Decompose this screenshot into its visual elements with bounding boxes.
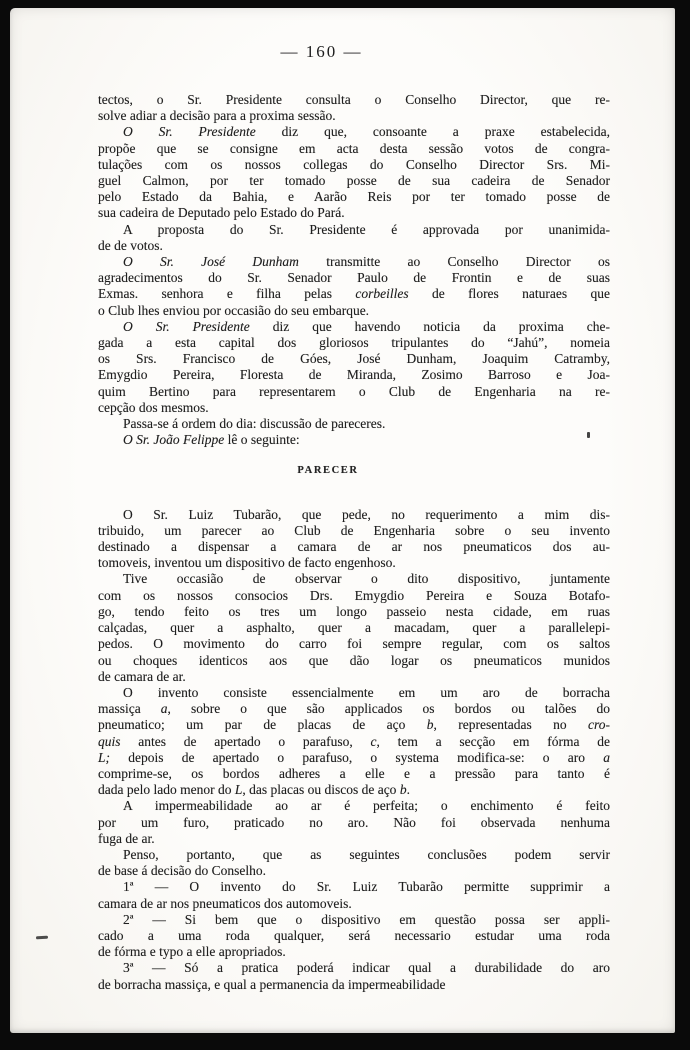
text-line: quis antes de apertado o parafuso, c, tem a secção em fórma de	[98, 733, 610, 749]
text-line: comprime-se, os bordos adheres a elle e a pressão para tanto é	[98, 765, 610, 781]
text-line: pneumatico; um par de placas de aço b, representadas no cro-	[98, 717, 610, 733]
text-line: tomoveis, inventou um dispositivo de facto engenhoso.	[98, 555, 396, 571]
text-line: propõe que se consigne em acta desta sessão votos de congra-	[98, 140, 610, 156]
text-line: quim Bertino para representarem o Club de Engenharia na re-	[98, 383, 610, 399]
text-line: de base á decisão do Conselho.	[98, 863, 266, 879]
text-line: por um furo, praticado no aro. Não foi observada nenhuma	[98, 814, 610, 830]
text-line: O invento consiste essencialmente em um aro de borracha	[123, 684, 610, 700]
text-line: cado a uma roda qualquer, será necessario estudar uma roda	[98, 927, 610, 943]
text-line: camara de ar nos pneumaticos dos automoveis.	[98, 895, 352, 911]
page-number: — 160 —	[280, 42, 363, 61]
text-line: tulações com os nossos collegas do Conselho Director Srs. Mi-	[98, 156, 610, 172]
text-line: Exmas. senhora e filha pelas corbeilles de flores naturaes que	[98, 286, 610, 302]
paragraph	[98, 879, 610, 911]
text-line: O Sr. José Dunham transmitte ao Conselho Director os	[123, 254, 610, 270]
text-line: pedos. O movimento do carro foi sempre regular, com os saltos	[98, 636, 610, 652]
text-line: O Sr. Luiz Tubarão, que pede, no requerimento a mim dis-	[123, 506, 610, 522]
paragraph	[98, 685, 610, 798]
text-line: massiça a, sobre o que são applicados os bordos ou talões do	[98, 701, 610, 717]
text-line: de de votos.	[98, 237, 163, 253]
paragraph	[98, 912, 610, 961]
paragraph	[98, 92, 610, 124]
text-line: pelo Estado da Bahia, e Aarão Reis por ter tomado posse de	[98, 189, 610, 205]
text-line: destinado a dispensar a camara de ar nos pneumaticos dos au-	[98, 539, 610, 555]
text-line: os Srs. Francisco de Góes, José Dunham, Joaquim Catramby,	[98, 351, 610, 367]
text-line: ou choques identicos aos que dão logar os pneumaticos munidos	[98, 652, 610, 668]
text-line: 3ª — Só a pratica poderá indicar qual a durabilidade do aro	[123, 960, 610, 976]
text-line: o Club lhes enviou por occasião do seu embarque.	[98, 302, 370, 318]
text-line: com os nossos consocios Drs. Emygdio Pereira e Souza Botafo-	[98, 587, 610, 603]
text-line: de borracha massiça, e qual a permanencia da impermeabilidade	[98, 976, 446, 992]
text-line: Emygdio Pereira, Floresta de Miranda, Zosimo Barroso e Joa-	[98, 367, 610, 383]
text-line: de camara de ar.	[98, 668, 186, 684]
paragraph	[98, 798, 610, 847]
text-line: A proposta do Sr. Presidente é approvada por unanimida-	[123, 221, 610, 237]
text-line: O Sr. João Felippe lê o seguinte:	[123, 432, 300, 448]
paragraph	[98, 960, 610, 992]
paragraph	[98, 507, 610, 572]
text-line: solve adiar a decisão para a proxima sessão.	[98, 108, 336, 124]
text-line: L; depois de apertado o parafuso, o systema modifica-se: o aro a	[98, 749, 610, 765]
text-line: fuga de ar.	[98, 830, 155, 846]
document-page	[10, 8, 675, 1033]
text-line: sua cadeira de Deputado pelo Estado do Pará.	[98, 205, 345, 221]
ink-speck-dot	[587, 432, 590, 438]
text-line: tribuido, um parecer ao Club de Engenharia sobre o seu invento	[98, 522, 610, 538]
text-line: 2ª — Si bem que o dispositivo em questão possa ser appli-	[123, 911, 610, 927]
paragraph	[98, 124, 610, 221]
text-line: Penso, portanto, que as seguintes conclusões podem servir	[123, 846, 610, 862]
text-line: cepção dos mesmos.	[98, 399, 209, 415]
paragraph	[98, 416, 610, 432]
paragraph	[98, 847, 610, 879]
text-line: guel Calmon, por ter tomado posse de sua cadeira de Senador	[98, 173, 610, 189]
paragraph	[98, 432, 610, 448]
section-heading: PARECER	[297, 465, 359, 477]
text-line: O Sr. Presidente diz que, consoante a praxe estabelecida,	[123, 124, 610, 140]
paragraph	[98, 254, 610, 319]
ink-speck-dash	[36, 936, 48, 940]
text-line: gada a esta capital dos gloriosos tripulantes do “Jahú”, nomeia	[98, 335, 610, 351]
text-line: de fórma e typo a elle apropriados.	[98, 944, 286, 960]
text-line: calçadas, quer a asphalto, quer a macadam, quer a parallelepi-	[98, 620, 610, 636]
text-line: agradecimentos do Sr. Senador Paulo de Frontin e de suas	[98, 270, 610, 286]
paragraph	[98, 571, 610, 684]
text-line: 1ª — O invento do Sr. Luiz Tubarão permitte supprimir a	[123, 879, 610, 895]
text-line: O Sr. Presidente diz que havendo noticia da proxima che-	[123, 318, 610, 334]
text-line: go, tendo feito os tres um longo passeio nesta cidade, em ruas	[98, 603, 610, 619]
text-line: dada pelo lado menor do L, das placas ou discos de aço b.	[98, 782, 410, 798]
text-line: Tive occasião de observar o dito dispositivo, juntamente	[123, 571, 610, 587]
paragraph	[98, 222, 610, 254]
text-line: A impermeabilidade ao ar é perfeita; o enchimento é feito	[123, 798, 610, 814]
paragraph	[98, 319, 610, 416]
page-content	[98, 92, 610, 993]
text-line: Passa-se á ordem do dia: discussão de pareceres.	[123, 416, 386, 432]
text-line: tectos, o Sr. Presidente consulta o Conselho Director, que re-	[98, 92, 610, 107]
